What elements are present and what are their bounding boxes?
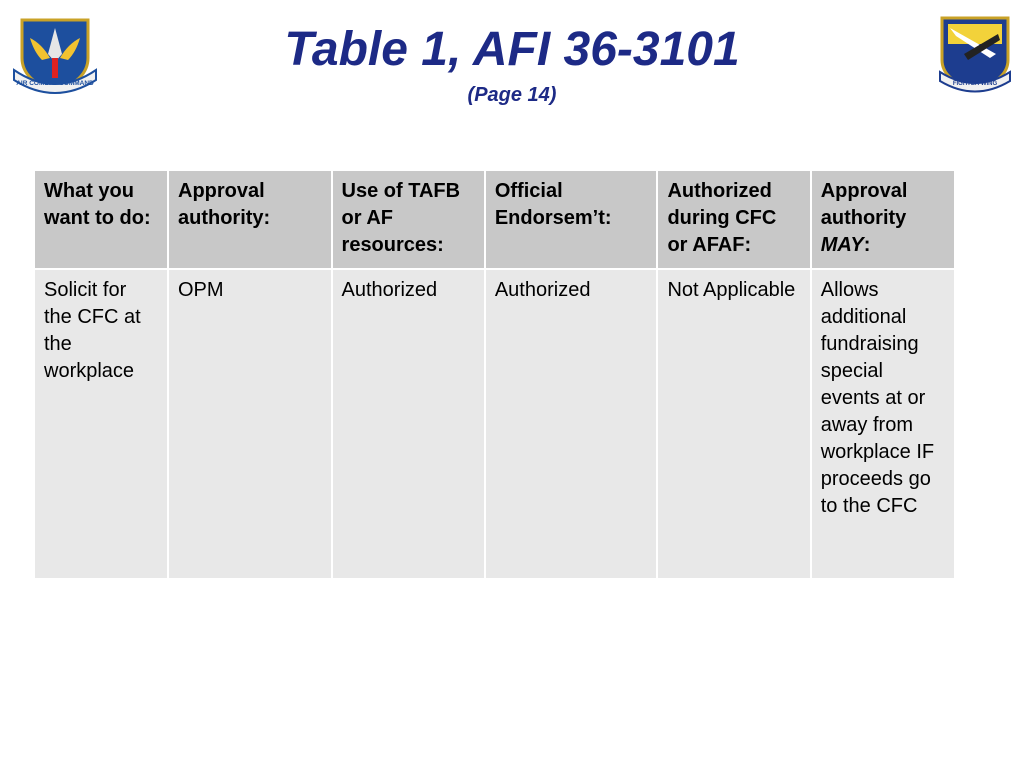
cell-authorized-during-cfc: Not Applicable [657,269,810,579]
emblem-right-text: FIGHTER WING [952,81,998,87]
page-title: Table 1, AFI 36-3101 [284,23,740,76]
cell-activity: Solicit for the CFC at the workplace [34,269,168,579]
header-official-endorsement: Official Endorsem’t: [485,170,658,269]
header-authorized-during-cfc: Authorized during CFC or AFAF: [657,170,810,269]
header-approval-authority: Approval authority: [168,170,332,269]
cell-approval-authority-may: Allows additional fundraising special events at or away from workplace IF proceeds go to the CFC [811,269,955,579]
header-may-emphasis: MAY [820,234,864,256]
header-may-prefix: Approval authority [820,180,908,229]
table-header-row [34,170,955,269]
page-subtitle: (Page 14) [467,84,557,106]
policy-table [33,169,956,580]
cell-approval-authority: OPM [168,269,332,579]
header-may-suffix: : [863,234,871,256]
emblem-left-text: AIR COMBAT COMMAND [16,80,94,87]
header-use-of-resources: Use of TAFB or AF resources: [332,170,485,269]
cell-official-endorsement: Authorized [485,269,658,579]
header-approval-authority-may [811,170,955,269]
cell-use-of-resources: Authorized [332,269,485,579]
header-what-you-want: What you want to do: [34,170,168,269]
table-row [34,269,955,579]
